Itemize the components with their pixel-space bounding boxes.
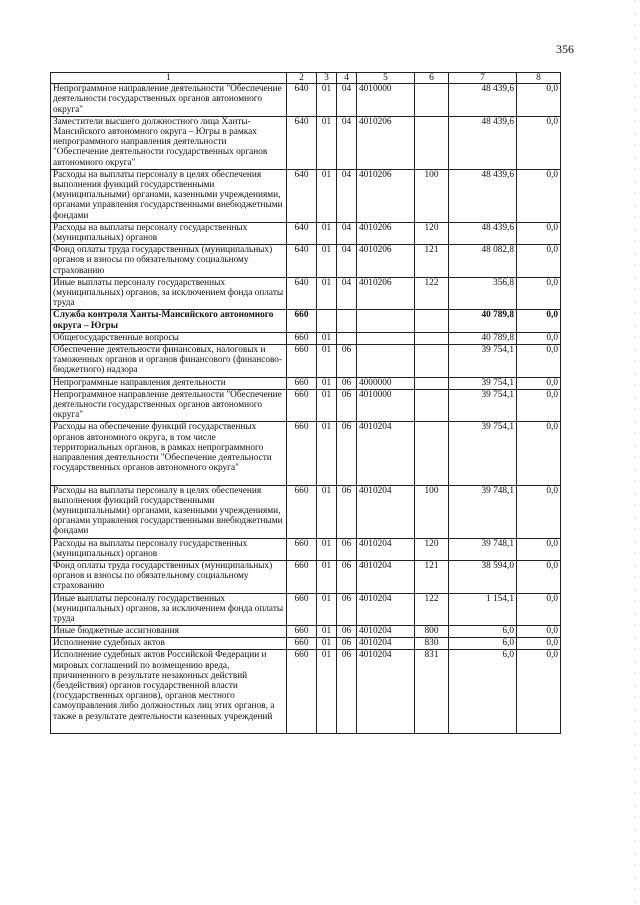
cell-name: Иные выплаты персоналу государственных (муниципальных) органов, за исключением фонда оплаты труда [51, 593, 287, 626]
cell-csr [357, 332, 415, 344]
table-row [51, 84, 561, 117]
cell-grbs: 660 [287, 626, 317, 638]
cell-rz: 01 [317, 626, 337, 638]
cell-grbs: 660 [287, 485, 317, 538]
cell-grbs: 640 [287, 222, 317, 244]
col-header-vr: 6 [415, 73, 449, 84]
cell-vr [415, 116, 449, 169]
cell-rz: 01 [317, 116, 337, 169]
cell-name: Заместители высшего должностного лица Ханты-Мансийского автономного округа – Югры в рамках непрограммного направления деятельности "Обеспечение деятельности государственных органов автономного округа" [51, 116, 287, 169]
cell-vr [415, 389, 449, 422]
table-body [51, 84, 561, 734]
col-header-sum: 7 [449, 73, 517, 84]
cell-csr: 4010206 [357, 245, 415, 278]
cell-sum2: 0,0 [517, 560, 561, 593]
cell-rz: 01 [317, 377, 337, 389]
cell-vr [415, 344, 449, 377]
cell-csr: 4010000 [357, 84, 415, 117]
cell-rz: 01 [317, 389, 337, 422]
cell-csr [357, 344, 415, 377]
cell-grbs: 640 [287, 84, 317, 117]
cell-csr: 4010000 [357, 389, 415, 422]
cell-sum: 6,0 [449, 626, 517, 638]
cell-rz: 01 [317, 638, 337, 650]
table-row [51, 650, 561, 734]
cell-sum: 39 754,1 [449, 422, 517, 485]
table-row [51, 485, 561, 538]
table-row [51, 222, 561, 244]
table-row [51, 422, 561, 485]
cell-grbs: 640 [287, 277, 317, 310]
cell-csr: 4010204 [357, 538, 415, 560]
cell-sum: 6,0 [449, 638, 517, 650]
cell-sum: 356,8 [449, 277, 517, 310]
cell-grbs: 660 [287, 344, 317, 377]
cell-vr: 100 [415, 485, 449, 538]
cell-pr: 04 [337, 277, 357, 310]
cell-csr: 4010206 [357, 116, 415, 169]
cell-sum: 48 439,6 [449, 169, 517, 222]
cell-sum2: 0,0 [517, 638, 561, 650]
cell-grbs: 660 [287, 377, 317, 389]
col-header-pr: 4 [337, 73, 357, 84]
cell-sum2: 0,0 [517, 116, 561, 169]
cell-vr: 830 [415, 638, 449, 650]
cell-name: Непрограммное направление деятельности "Обеспечение деятельности государственных органов автономного округа" [51, 84, 287, 117]
cell-csr [357, 310, 415, 332]
cell-rz: 01 [317, 84, 337, 117]
table-row [51, 593, 561, 626]
cell-name: Обеспечение деятельности финансовых, налоговых и таможенных органов и органов финансового (финансово-бюджетного) надзора [51, 344, 287, 377]
cell-pr: 06 [337, 650, 357, 734]
cell-rz: 01 [317, 245, 337, 278]
cell-csr: 4010206 [357, 222, 415, 244]
cell-sum: 40 789,8 [449, 310, 517, 332]
cell-pr: 06 [337, 560, 357, 593]
table-row [51, 277, 561, 310]
cell-sum: 38 594,0 [449, 560, 517, 593]
table-row [51, 310, 561, 332]
cell-rz: 01 [317, 277, 337, 310]
cell-sum: 6,0 [449, 650, 517, 734]
cell-grbs: 640 [287, 169, 317, 222]
table-row [51, 245, 561, 278]
cell-vr: 121 [415, 560, 449, 593]
cell-pr: 04 [337, 116, 357, 169]
cell-vr: 121 [415, 245, 449, 278]
cell-sum2: 0,0 [517, 389, 561, 422]
cell-rz: 01 [317, 169, 337, 222]
cell-rz: 01 [317, 485, 337, 538]
col-header-sum2: 8 [517, 73, 561, 84]
cell-name: Расходы на выплаты персоналу государственных (муниципальных) органов [51, 222, 287, 244]
cell-grbs: 660 [287, 389, 317, 422]
cell-csr: 4010204 [357, 593, 415, 626]
cell-name: Непрограммное направление деятельности "Обеспечение деятельности государственных органов автономного округа" [51, 389, 287, 422]
cell-sum: 48 439,6 [449, 116, 517, 169]
cell-name: Служба контроля Ханты-Мансийского автономного округа – Югры [51, 310, 287, 332]
cell-sum: 1 154,1 [449, 593, 517, 626]
cell-grbs: 660 [287, 650, 317, 734]
cell-sum2: 0,0 [517, 245, 561, 278]
table-row [51, 638, 561, 650]
cell-sum: 48 082,8 [449, 245, 517, 278]
cell-sum2: 0,0 [517, 538, 561, 560]
table-row [51, 169, 561, 222]
page-number: 356 [556, 42, 574, 56]
cell-sum: 39 754,1 [449, 377, 517, 389]
cell-pr [337, 310, 357, 332]
cell-vr: 120 [415, 222, 449, 244]
scan-edge-marks [630, 0, 640, 905]
cell-sum2: 0,0 [517, 593, 561, 626]
cell-rz: 01 [317, 560, 337, 593]
cell-name: Непрограммные направления деятельности [51, 377, 287, 389]
cell-sum2: 0,0 [517, 650, 561, 734]
table-row [51, 538, 561, 560]
cell-pr: 06 [337, 538, 357, 560]
cell-sum: 39 748,1 [449, 538, 517, 560]
cell-csr: 4000000 [357, 377, 415, 389]
cell-grbs: 660 [287, 538, 317, 560]
table-row [51, 389, 561, 422]
col-header-grbs: 2 [287, 73, 317, 84]
cell-csr: 4010204 [357, 638, 415, 650]
cell-sum2: 0,0 [517, 422, 561, 485]
cell-name: Иные бюджетные ассигнования [51, 626, 287, 638]
cell-grbs: 660 [287, 310, 317, 332]
cell-name: Исполнение судебных актов Российской Федерации и мировых соглашений по возмещению вреда, причиненного в результате незаконных действий (бездействия) органов государственной власти (государственных органов), органов местного самоуправления либо должностных лиц этих органов, а также в результате деятельности казенных учреждений [51, 650, 287, 734]
cell-pr: 06 [337, 626, 357, 638]
cell-vr [415, 377, 449, 389]
cell-vr [415, 310, 449, 332]
cell-rz [317, 310, 337, 332]
col-header-rz: 3 [317, 73, 337, 84]
table-header-row [51, 73, 561, 84]
cell-rz: 01 [317, 593, 337, 626]
cell-grbs: 660 [287, 332, 317, 344]
cell-pr: 04 [337, 245, 357, 278]
cell-csr: 4010204 [357, 626, 415, 638]
cell-grbs: 660 [287, 638, 317, 650]
cell-pr: 06 [337, 638, 357, 650]
col-header-csr: 5 [357, 73, 415, 84]
cell-vr [415, 84, 449, 117]
cell-rz: 01 [317, 222, 337, 244]
cell-sum2: 0,0 [517, 84, 561, 117]
cell-vr: 120 [415, 538, 449, 560]
cell-pr: 06 [337, 593, 357, 626]
cell-vr: 831 [415, 650, 449, 734]
cell-pr: 06 [337, 389, 357, 422]
cell-grbs: 660 [287, 593, 317, 626]
cell-pr: 06 [337, 344, 357, 377]
table-row [51, 116, 561, 169]
cell-csr: 4010204 [357, 560, 415, 593]
table-row [51, 377, 561, 389]
cell-pr: 06 [337, 377, 357, 389]
cell-sum: 39 754,1 [449, 344, 517, 377]
cell-sum2: 0,0 [517, 485, 561, 538]
cell-sum2: 0,0 [517, 310, 561, 332]
cell-grbs: 640 [287, 245, 317, 278]
cell-name: Расходы на выплаты персоналу государственных (муниципальных) органов [51, 538, 287, 560]
cell-pr: 06 [337, 422, 357, 485]
cell-name: Расходы на обеспечение функций государственных органов автономного округа, в том числе территориальных органов, в рамках непрограммного направления деятельности "Обеспечение деятельности государственных органов автономного округа" [51, 422, 287, 485]
table-row [51, 344, 561, 377]
cell-sum2: 0,0 [517, 626, 561, 638]
table-row [51, 332, 561, 344]
cell-pr: 04 [337, 84, 357, 117]
cell-sum2: 0,0 [517, 344, 561, 377]
cell-name: Фонд оплаты труда государственных (муниципальных) органов и взносы по обязательному социальному страхованию [51, 560, 287, 593]
cell-rz: 01 [317, 422, 337, 485]
col-header-name: 1 [51, 73, 287, 84]
cell-pr: 04 [337, 222, 357, 244]
cell-sum: 40 789,8 [449, 332, 517, 344]
cell-vr: 122 [415, 593, 449, 626]
cell-sum2: 0,0 [517, 277, 561, 310]
cell-sum: 48 439,6 [449, 222, 517, 244]
budget-table [50, 72, 561, 734]
cell-vr: 122 [415, 277, 449, 310]
cell-rz: 01 [317, 344, 337, 377]
cell-grbs: 640 [287, 116, 317, 169]
cell-pr: 06 [337, 485, 357, 538]
cell-vr [415, 422, 449, 485]
cell-vr: 800 [415, 626, 449, 638]
cell-csr: 4010204 [357, 485, 415, 538]
cell-rz: 01 [317, 538, 337, 560]
cell-sum: 39 748,1 [449, 485, 517, 538]
cell-csr: 4010204 [357, 422, 415, 485]
cell-sum2: 0,0 [517, 332, 561, 344]
cell-sum2: 0,0 [517, 222, 561, 244]
table-row [51, 626, 561, 638]
cell-grbs: 660 [287, 560, 317, 593]
table-row [51, 560, 561, 593]
cell-vr [415, 332, 449, 344]
cell-rz: 01 [317, 650, 337, 734]
cell-name: Общегосударственные вопросы [51, 332, 287, 344]
cell-rz: 01 [317, 332, 337, 344]
cell-name: Расходы на выплаты персоналу в целях обеспечения выполнения функций государственными (муниципальными) органами, казенными учреждениями, органами управления государственными внебюджетными фондами [51, 169, 287, 222]
cell-name: Иные выплаты персоналу государственных (муниципальных) органов, за исключением фонда оплаты труда [51, 277, 287, 310]
cell-vr: 100 [415, 169, 449, 222]
cell-name: Фонд оплаты труда государственных (муниципальных) органов и взносы по обязательному социальному страхованию [51, 245, 287, 278]
cell-name: Расходы на выплаты персоналу в целях обеспечения выполнения функций государственными (муниципальными) органами, казенными учреждениями, органами управления государственными внебюджетными фондами [51, 485, 287, 538]
cell-csr: 4010206 [357, 169, 415, 222]
cell-pr [337, 332, 357, 344]
cell-sum2: 0,0 [517, 377, 561, 389]
cell-sum2: 0,0 [517, 169, 561, 222]
cell-csr: 4010206 [357, 277, 415, 310]
cell-sum: 48 439,6 [449, 84, 517, 117]
cell-csr: 4010204 [357, 650, 415, 734]
cell-sum: 39 754,1 [449, 389, 517, 422]
cell-pr: 04 [337, 169, 357, 222]
cell-grbs: 660 [287, 422, 317, 485]
cell-name: Исполнение судебных актов [51, 638, 287, 650]
